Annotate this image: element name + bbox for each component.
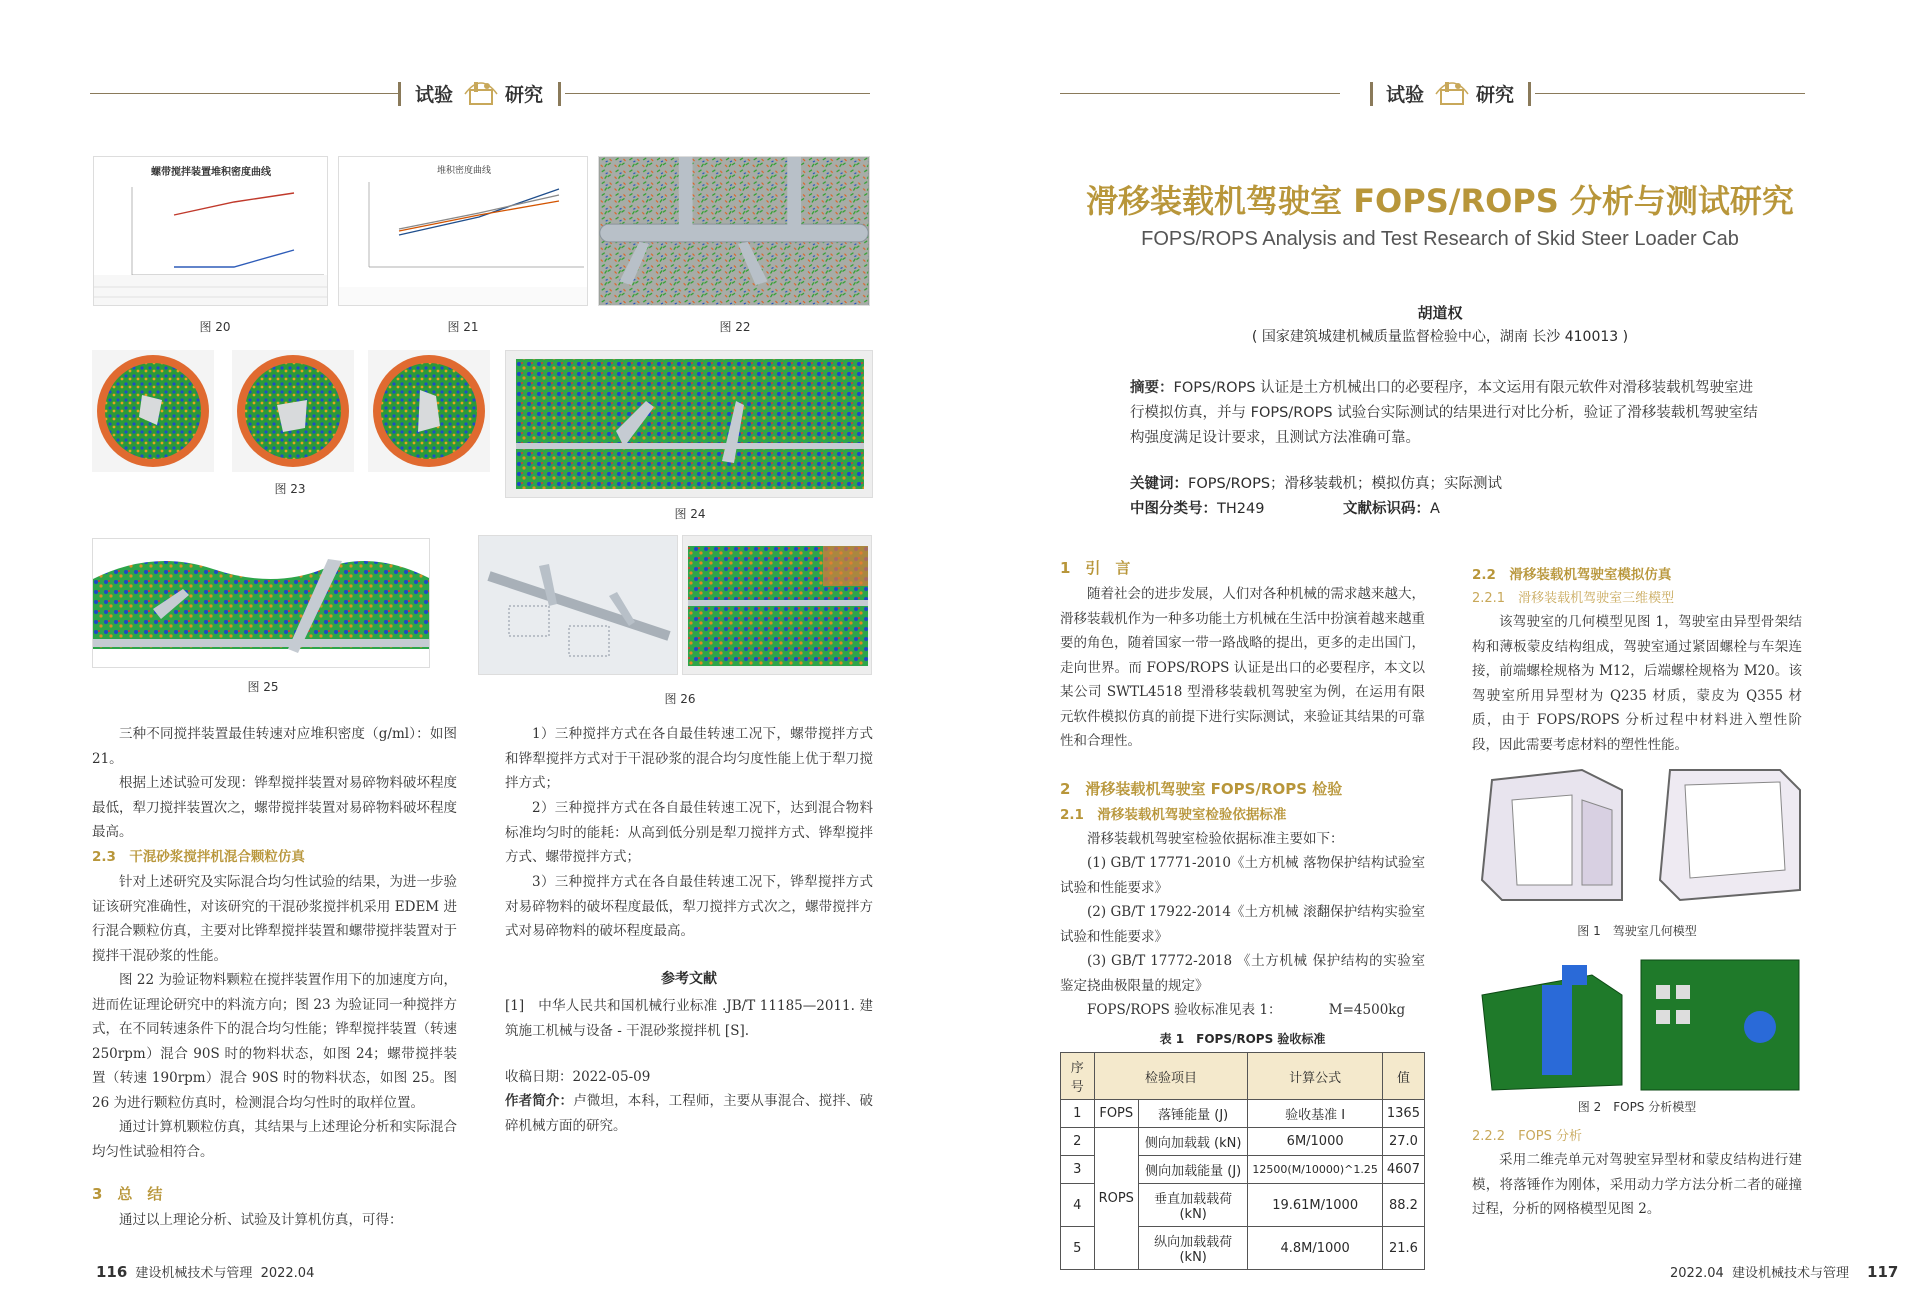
section-3-heading: 3 总 结 [92,1185,163,1203]
author-affiliation: ( 国家建筑城建机械质量监督检验中心，湖南 长沙 410013 ) [1251,329,1629,345]
cell-formula: 12500(M/10000)^1.25 [1248,1156,1382,1184]
cell-value: 4607 [1382,1156,1424,1184]
figure-1-cab-left [1472,760,1632,910]
cell-item: 落锤能量 (J) [1138,1100,1247,1128]
classification [1130,497,1264,518]
figure-25-caption: 图 25 [247,680,279,694]
header-word-test: 试验 [415,84,454,106]
series-coulter [399,195,559,229]
standard-3: (3) GB/T 17772-2018 《土方机械 保护结构的实验室鉴定挠曲极限量的规定》 [1060,953,1425,994]
particle-circle [368,350,490,472]
figure-2-fops-model-left [1472,955,1632,1095]
header-bracket [558,82,561,106]
header-rule-right [1535,93,1805,94]
th-value: 值 [1382,1053,1424,1100]
cell-formula: 验收基准 I [1248,1100,1382,1128]
page-number: 117 [1867,1263,1899,1281]
figure-20-chart [93,156,328,306]
mesh-model-drawing [1472,955,1632,1095]
paragraph: 针对上述研究及实际混合均匀性试验的结果，为进一步验证该研究准确性，对该研究的干混砂浆搅拌机采用 EDEM 进行混合颗粒仿真，主要对比铧犁搅拌装置和螺带搅拌装置对于搅拌干混砂浆的性能。 [92,874,457,964]
particle-field [683,536,872,675]
table-header-row [1061,1053,1425,1100]
cell-item: 纵向加载载荷 (kN) [1138,1227,1247,1270]
page-footer [88,1262,314,1281]
document-code [1343,497,1440,518]
chart-density-compare [339,157,588,306]
article-title-en: FOPS/ROPS Analysis and Test Research of Skid Steer Loader Cab [1141,228,1739,250]
header-bracket [398,82,401,106]
cell-value: 21.6 [1382,1227,1424,1270]
figure-2-caption: 图 2 FOPS 分析模型 [1577,1100,1697,1114]
figure-2-fops-model-right [1636,955,1804,1095]
figure-23-circle-3 [368,350,490,472]
figure-1-cab-right [1640,760,1805,910]
cell-item: 侧向加载能量 (J) [1138,1156,1247,1184]
classification-label: 中图分类号： [1130,501,1217,517]
author-bio-text: 卢微坦，本科，工程师，主要从事混合、搅拌、破碎机械方面的研究。 [505,1093,874,1134]
cab-geometry-drawing [1472,760,1632,910]
keywords-label: 关键词： [1130,476,1188,492]
cell-group: FOPS [1094,1100,1138,1128]
reference-item: [1] 中华人民共和国机械行业标准 .JB/T 11185—2011. 建筑施工机械与设备 - 干混砂浆搅拌机 [S]. [505,998,873,1039]
figure-26-mixer-model [478,535,678,675]
cell-no: 5 [1061,1227,1095,1270]
cell-value: 1365 [1382,1100,1424,1128]
cell-formula: 6M/1000 [1248,1128,1382,1156]
header-bracket [1370,82,1373,106]
table-row [1061,1128,1425,1156]
figure-21-chart [338,156,588,306]
standard-2: (2) GB/T 17922-2014《土方机械 滚翻保护结构实验室试验和性能要求》 [1060,904,1425,945]
figure-22-caption: 图 22 [719,320,751,334]
header-word-research: 研究 [505,84,544,106]
journal-issue: 2022.04 [260,1266,315,1281]
cell-no: 1 [1061,1100,1095,1128]
figure-26-caption: 图 26 [664,692,696,706]
figure-24-simulation [505,350,873,498]
header-rule-left [90,93,398,94]
cell-item: 侧向加载载 (kN) [1138,1128,1247,1156]
cell-no: 3 [1061,1156,1095,1184]
intro-paragraph: 随着社会的进步发展，人们对各种机械的需求越来越大，滑移装载机作为一种多功能土方机械在生活中扮演着越来越重要的角色，随着国家一带一路战略的提出，更多的走出国门，走向世界。而 FOPS/ROPS 认证是出口的必要程序，本文以某公司 SWTL4518 型滑移装载机驾驶室为例，在运用有限元软件模拟仿真的前提下进行实际测试，来验证其结果的可靠性和合理性。 [1060,586,1425,749]
table-row [1061,1100,1425,1128]
mixer-shaft-drawing [479,536,678,675]
cell-item: 垂直加载载荷 (kN) [1138,1184,1247,1227]
document-code-label: 文献标识码： [1343,501,1430,517]
mesh-model-drawing [1636,955,1804,1095]
particle-field [93,539,430,668]
paragraph: 三种不同搅拌装置最佳转速对应堆积密度（g/ml）：如图 21。 [92,726,457,767]
section-2-heading: 2 滑移装载机驾驶室 FOPS/ROPS 检验 [1060,780,1343,798]
received-date: 收稿日期：2022-05-09 [505,1069,651,1085]
series-spiral [399,189,559,235]
cell-formula: 19.61M/1000 [1248,1184,1382,1227]
data-table [94,275,328,306]
figure-22-simulation [598,156,870,306]
cell-formula: 4.8M/1000 [1248,1227,1382,1270]
article-title-cn: 滑移装载机驾驶室 FOPS/ROPS 分析与测试研究 [1086,182,1794,220]
series-plough [399,201,559,231]
cell-no: 2 [1061,1128,1095,1156]
acceptance-table [1060,1052,1425,1270]
conclusion-1: 1）三种搅拌方式在各自最佳转速工况下，螺带搅拌方式和铧犁搅拌方式对于干混砂浆的混合均匀度性能上优于犁刀搅拌方式； [505,726,873,791]
header-word-test: 试验 [1386,84,1425,106]
chart-density-spiral [94,157,328,306]
abstract-text: FOPS/ROPS 认证是土方机械出口的必要程序，本文运用有限元软件对滑移装载机驾驶室进行模拟仿真，并与 FOPS/ROPS 试验台实际测试的结果进行对比分析，验证了滑移装载机驾驶室结构强度满足设计要求，且测试方法准确可靠。 [1130,380,1758,446]
paragraph: 通过以上理论分析、试验及计算机仿真，可得： [119,1212,403,1228]
chart-title: 螺带搅拌装置堆积密度曲线 [151,167,271,178]
section-2-2-1-heading: 2.2.1 滑移装载机驾驶室三维模型 [1472,591,1675,606]
figure-20-caption: 图 20 [199,320,231,334]
section-2-2-2-heading: 2.2.2 FOPS 分析 [1472,1129,1583,1144]
author-name: 胡道权 [1417,304,1463,322]
journal-issue: 2022.04 [1670,1266,1724,1281]
header-rule-right [565,93,870,94]
figure-21-caption: 图 21 [447,320,479,334]
particle-circle [232,350,354,472]
cell-value: 88.2 [1382,1184,1424,1227]
figure-23-circle-1 [92,350,214,472]
table-1-caption: 表 1 FOPS/ROPS 验收标准 [1159,1032,1326,1046]
cab-geometry-drawing [1640,760,1805,910]
conclusion-2: 2）三种搅拌方式在各自最佳转速工况下，达到混合物料标准均匀时的能耗：从高到低分别是犁刀搅拌方式、铧犁搅拌方式、螺带搅拌方式； [505,800,873,865]
particle-field [506,351,873,498]
header-bracket [1528,82,1531,106]
figure-1-caption: 图 1 驾驶室几何模型 [1577,924,1697,938]
classification-value: TH249 [1217,501,1265,517]
figure-23-circle-2 [232,350,354,472]
figure-26-particles [682,535,872,675]
paragraph: FOPS/ROPS 验收标准见表 1： M=4500kg [1087,1002,1406,1018]
abstract-label: 摘要： [1130,380,1174,396]
journal-name: 建设机械技术与管理 [135,1266,253,1281]
author-bio-label: 作者简介： [505,1093,574,1109]
particle-circle [92,350,214,472]
abstract [1130,376,1760,451]
lab-icon [462,74,500,106]
figure-23-caption: 图 23 [274,482,306,496]
th-no: 序号 [1061,1053,1095,1100]
header-rule-left [1060,93,1340,94]
document-code-value: A [1430,501,1440,517]
journal-name: 建设机械技术与管理 [1732,1266,1850,1281]
keywords [1130,472,1502,493]
keywords-text: FOPS/ROPS；滑移装载机；模拟仿真；实际测试 [1188,476,1503,492]
section-1-heading: 1 引 言 [1060,559,1131,577]
paragraph: 该驾驶室的几何模型见图 1，驾驶室由异型骨架结构和薄板蒙皮结构组成，驾驶室通过紧固螺栓与车架连接，前端螺栓规格为 M12，后端螺栓规格为 M20。该驾驶室所用异型材为 Q235 材质，蒙皮为 Q355 材质，由于 FOPS/ROPS 分析过程中材料进入塑性阶段，因此需要考虑材料的塑性性能。 [1472,614,1802,753]
cell-no: 4 [1061,1184,1095,1227]
references-heading: 参考文献 [661,971,717,987]
paragraph: 通过计算机颗粒仿真，其结果与上述理论分析和实际混合均匀性试验相符合。 [92,1119,457,1160]
figure-25-simulation [92,538,430,668]
figure-24-caption: 图 24 [674,507,706,521]
cell-group: ROPS [1094,1128,1138,1270]
th-item: 检验项目 [1094,1053,1248,1100]
conclusion-3: 3）三种搅拌方式在各自最佳转速工况下，铧犁搅拌方式对易碎物料的破坏程度最低，犁刀搅拌方式次之，螺带搅拌方式对易碎物料的破坏程度最高。 [505,874,873,939]
paragraph: 滑移装载机驾驶室检验依据标准主要如下： [1087,831,1344,847]
section-2-3-heading: 2.3 干混砂浆搅拌机混合颗粒仿真 [92,849,305,865]
author-bio [505,1089,873,1138]
right-page [960,0,1920,1303]
paragraph: 图 22 为验证物料颗粒在搅拌装置作用下的加速度方向，进而佐证理论研究中的料流方向；图 23 为验证同一种搅拌方式，在不同转速条件下的混合均匀性能；铧犁搅拌装置（转速 250rpm）混合 90S 时的物料状态，如图 24；螺带搅拌装置（转速 190rpm）混合 90S 时的物料状态，如图 25。图 26 为进行颗粒仿真时，检测混合均匀性时的取样位置。 [92,972,457,1111]
paragraph: 采用二维壳单元对驾驶室异型材和蒙皮结构进行建模，将落锤作为刚体，采用动力学方法分析二者的碰撞过程，分析的网格模型见图 2。 [1472,1152,1802,1217]
chart-title: 堆积密度曲线 [436,166,492,176]
paragraph: 根据上述试验可发现：铧犁搅拌装置对易碎物料破坏程度最低，犁刀搅拌装置次之，螺带搅拌装置对易碎物料破坏程度最高。 [92,775,457,840]
section-2-2-heading: 2.2 滑移装载机驾驶室模拟仿真 [1472,567,1672,583]
series-190 [174,250,294,267]
lab-icon [1433,74,1471,106]
page-number: 116 [96,1263,128,1281]
particle-field [599,157,869,305]
standard-1: (1) GB/T 17771-2010《土方机械 落物保护结构试验室试验和性能要求》 [1060,855,1425,896]
th-formula: 计算公式 [1248,1053,1382,1100]
page-footer [1670,1262,1906,1281]
cell-value: 27.0 [1382,1128,1424,1156]
series-250 [174,193,294,215]
header-word-research: 研究 [1476,84,1515,106]
section-2-1-heading: 2.1 滑移装载机驾驶室检验依据标准 [1060,807,1287,823]
